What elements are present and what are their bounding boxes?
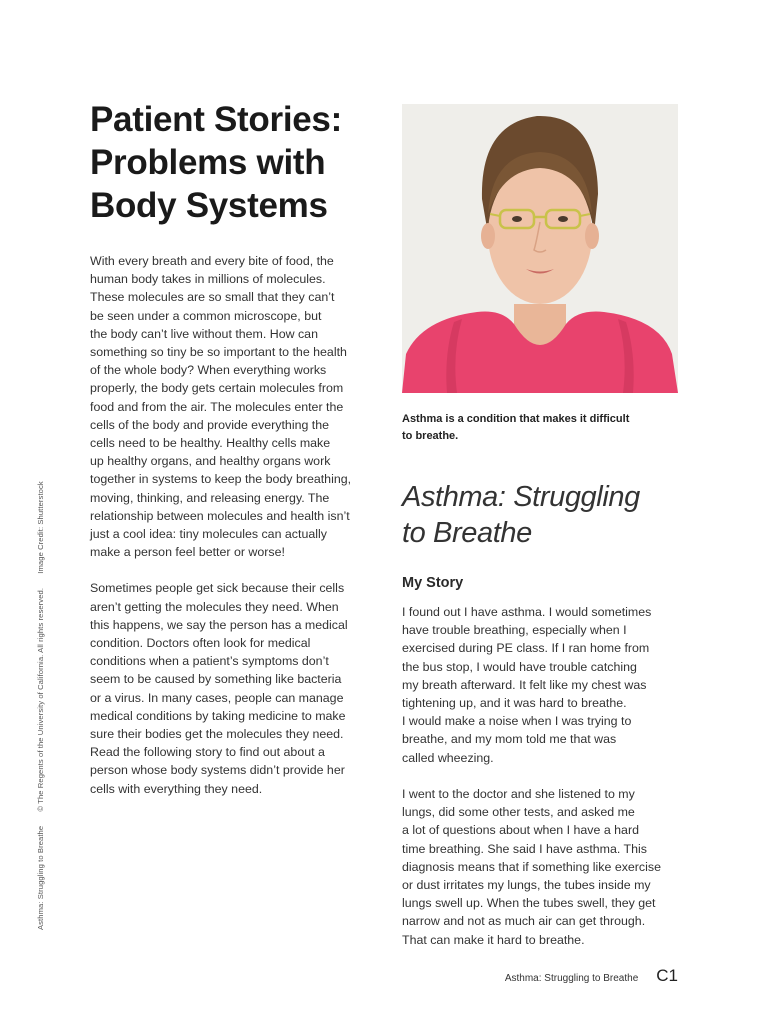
text-line: together in systems to keep the body breathing, bbox=[90, 472, 352, 487]
patient-photo bbox=[402, 104, 678, 393]
text-line: Sometimes people get sick because their cells bbox=[90, 581, 345, 596]
subheading: My Story bbox=[402, 575, 464, 592]
section-title-line: Asthma: Struggling bbox=[402, 481, 640, 513]
page-footer bbox=[505, 966, 678, 986]
text-line: cells need to be healthy. Healthy cells make bbox=[90, 436, 331, 451]
text-line: or a virus. In many cases, people can manage bbox=[90, 690, 344, 705]
intro-paragraph-1 bbox=[90, 252, 372, 561]
text-line: That can make it hard to breathe. bbox=[402, 932, 585, 947]
text-line: condition. Doctors often look for medical bbox=[90, 636, 311, 651]
section-title bbox=[402, 479, 682, 551]
section-title-line: to Breathe bbox=[402, 517, 532, 549]
text-line: lungs, did some other tests, and asked me bbox=[402, 805, 635, 820]
text-line: lungs swell up. When the tubes swell, they get bbox=[402, 896, 656, 911]
intro-paragraph-2 bbox=[90, 579, 372, 797]
text-line: this happens, we say the person has a medical bbox=[90, 617, 348, 632]
side-credit bbox=[36, 469, 45, 930]
text-line: seem to be caused by something like bacteria bbox=[90, 672, 342, 687]
right-column bbox=[402, 104, 682, 949]
text-line: I would make a noise when I was trying to bbox=[402, 714, 632, 729]
text-line: narrow and not as much air can get through. bbox=[402, 914, 646, 929]
credit-title: Asthma: Struggling to Breathe bbox=[36, 825, 45, 930]
page-number: C1 bbox=[656, 966, 678, 985]
text-line: a lot of questions about when I have a hard bbox=[402, 823, 639, 838]
text-line: properly, the body gets certain molecules from bbox=[90, 381, 344, 396]
text-line: have trouble breathing, especially when I bbox=[402, 623, 627, 638]
caption-line: to breathe. bbox=[402, 430, 459, 442]
story-paragraph-1 bbox=[402, 603, 682, 767]
text-line: something so tiny be so important to the health bbox=[90, 345, 347, 360]
text-line: the body can’t live without them. How can bbox=[90, 326, 318, 341]
credit-copyright: © The Regents of the University of California. All rights reserved. bbox=[36, 587, 45, 812]
text-line: exercised during PE class. If I ran home from bbox=[402, 641, 650, 656]
text-line: diagnosis means that if something like exercise bbox=[402, 859, 661, 874]
left-column bbox=[90, 98, 372, 798]
text-line: my breath afterward. It felt like my chest was bbox=[402, 677, 647, 692]
text-line: person whose body systems didn’t provide her bbox=[90, 763, 345, 778]
credit-image: Image Credit: Shutterstock bbox=[36, 481, 45, 574]
text-line: up healthy organs, and healthy organs work bbox=[90, 454, 331, 469]
text-line: relationship between molecules and health isn’t bbox=[90, 508, 350, 523]
text-line: sure their bodies get the molecules they need. bbox=[90, 727, 344, 742]
text-line: time breathing. She said I have asthma. This bbox=[402, 841, 647, 856]
story-paragraph-2 bbox=[402, 785, 682, 949]
text-line: of the whole body? When everything works bbox=[90, 363, 327, 378]
title-line: Patient Stories: bbox=[90, 100, 342, 139]
text-line: I found out I have asthma. I would sometimes bbox=[402, 605, 652, 620]
text-line: medical conditions by taking medicine to make bbox=[90, 708, 346, 723]
patient-portrait-image bbox=[402, 104, 678, 393]
text-line: be seen under a common microscope, but bbox=[90, 308, 322, 323]
text-line: cells with everything they need. bbox=[90, 781, 263, 796]
text-line: tightening up, and it was hard to breathe. bbox=[402, 696, 627, 711]
text-line: cells of the body and provide everything the bbox=[90, 417, 330, 432]
text-line: the bus stop, I would have trouble catching bbox=[402, 659, 637, 674]
text-line: just a cool idea: tiny molecules can actually bbox=[90, 527, 327, 542]
text-line: or dust irritates my lungs, the tubes inside my bbox=[402, 877, 651, 892]
text-line: food and from the air. The molecules enter the bbox=[90, 399, 344, 414]
text-line: I went to the doctor and she listened to my bbox=[402, 786, 635, 801]
text-line: Read the following story to find out about a bbox=[90, 745, 325, 760]
text-line: aren’t getting the molecules they need. When bbox=[90, 599, 339, 614]
page-title bbox=[90, 98, 372, 227]
title-line: Problems with bbox=[90, 143, 326, 182]
text-line: breathe, and my mom told me that was bbox=[402, 732, 617, 747]
text-line: human body takes in millions of molecules. bbox=[90, 272, 326, 287]
text-line: moving, thinking, and releasing energy. The bbox=[90, 490, 330, 505]
photo-caption bbox=[402, 411, 682, 445]
title-line: Body Systems bbox=[90, 186, 328, 225]
text-line: These molecules are so small that they can’t bbox=[90, 290, 335, 305]
caption-line: Asthma is a condition that makes it difficult bbox=[402, 413, 630, 425]
text-line: called wheezing. bbox=[402, 750, 494, 765]
text-line: With every breath and every bite of food, the bbox=[90, 254, 334, 268]
running-title: Asthma: Struggling to Breathe bbox=[504, 973, 639, 984]
text-line: make a person feel better or worse! bbox=[90, 545, 285, 560]
text-line: conditions when a patient’s symptoms don’t bbox=[90, 654, 329, 669]
